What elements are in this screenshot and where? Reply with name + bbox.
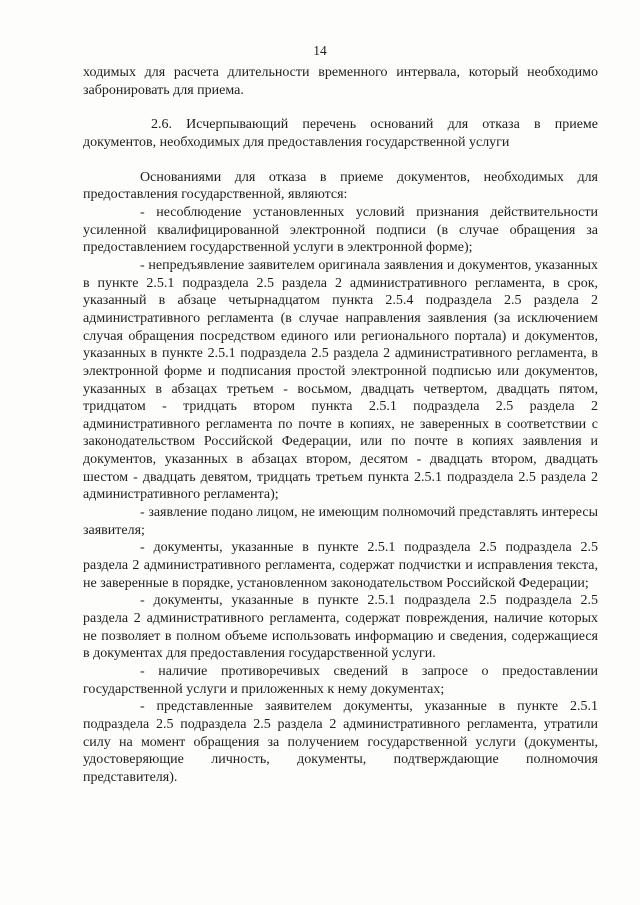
- document-body: [83, 64, 598, 787]
- list-item: - несоблюдение установленных условий признания действительности усиленной квалифицированной электронной подписи (в случае обращения за предоставлением государственной услуги в электронной форме);: [83, 204, 598, 256]
- list-item: - представленные заявителем документы, указанные в пункте 2.5.1 подраздела 2.5 подраздела 2.5 раздела 2 административного регламента, утратили силу на момент обращения за получением государственной услуги (документы, удостоверяющие личность, документы, подтверждающие полномочия представителя).: [83, 699, 598, 785]
- page-number: 14: [313, 43, 327, 58]
- list-item: - наличие противоречивых сведений в запросе о предоставлении государственной услуги и приложенных к нему документах;: [83, 664, 598, 697]
- list-item: - непредъявление заявителем оригинала заявления и документов, указанных в пункте 2.5.1 подраздела 2.5 раздела 2 административного регламента, в срок, указанный в абзаце четырнадцатом пункта 2.5.4 подраздела 2.5 раздела 2 административного регламента (в случае направления заявления (за исключением случая обращения посредством единого или регионального портала) и документов, указанных в пункте 2.5.1 подраздела 2.5 раздела 2 административного регламента, в электронной форме и подписания простой электронной подписью или документов, указанных в абзацах третьем - восьмом, двадцать четвертом, двадцать пятом, тридцатом - тридцать втором пункта 2.5.1 подраздела 2.5 раздела 2 административного регламента по почте в копиях, не заверенных в соответствии с законодательством Российской Федерации, или по почте в копиях заявления и документов, указанных в абзацах втором, десятом - двадцать втором, двадцать шестом - двадцать девятом, тридцать третьем пункта 2.5.1 подраздела 2.5 раздела 2 административного регламента);: [83, 257, 598, 503]
- spacer: [83, 152, 598, 169]
- section-heading: 2.6. Исчерпывающий перечень оснований для отказа в приеме документов, необходимых для предоставления государственной услуги: [83, 117, 598, 150]
- list-item: - документы, указанные в пункте 2.5.1 подраздела 2.5 подраздела 2.5 раздела 2 административного регламента, содержат подчистки и исправления текста, не заверенные в порядке, установленном законодательством Российской Федерации;: [83, 540, 598, 591]
- paragraph-intro: Основаниями для отказа в приеме документов, необходимых для предоставления государственной, являются:: [83, 169, 598, 203]
- paragraph-continuation: ходимых для расчета длительности временного интервала, который необходимо забронировать для приема.: [83, 65, 598, 98]
- list-item: - документы, указанные в пункте 2.5.1 подраздела 2.5 подраздела 2.5 раздела 2 административного регламента, содержат повреждения, наличие которых не позволяет в полном объеме использовать информацию и сведения, содержащиеся в документах для предоставления государственной услуги.: [83, 593, 598, 662]
- list-item: - заявление подано лицом, не имеющим полномочий представлять интересы заявителя;: [83, 505, 598, 538]
